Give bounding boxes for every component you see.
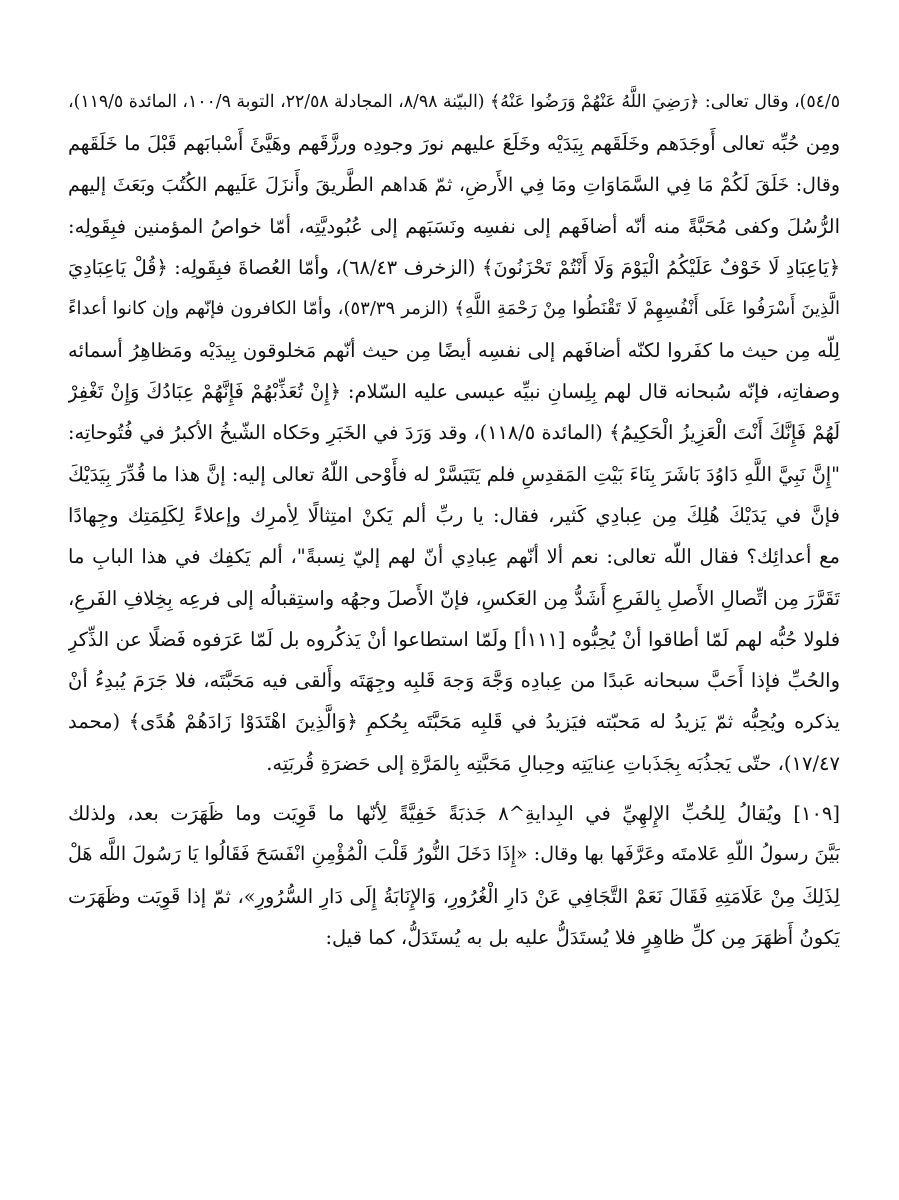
text-line: ﴿يَاعِبَادِ لَا خَوْفٌ عَلَيْكُمُ الْيَوْمَ وَلَا أَنْتُمْ تَحْزَنُونَ﴾ (الزخرف ٦٨/٤٣)، وأمّا العُصاةَ فبِقَولِه: ﴿قُلْ يَاعِبَادِيَ xyxy=(68,256,840,280)
text-line: [١٠٩] ويُقالُ لِلحُبِّ الإِلهِيِّ في البِدايةِ^٨ جَذبَةً خَفِيَّةً لِأنّها ما قَوِيَت وما ظَهَرَت بعد، ولذلك xyxy=(68,802,840,826)
text-line: الَّذِينَ أَسْرَفُوا عَلَى أَنْفُسِهِمْ لَا تَقْنَطُوا مِنْ رَحْمَةِ اللَّهِ﴾ (الزمر ٥٣/٣٩)، وأمّا الكافرون فإنّهم وإن كانوا أعداءً xyxy=(68,298,840,320)
text-line: ٥٤/٥)، وقال تعالى: ﴿رَضِيَ اللَّهُ عَنْهُمْ وَرَضُوا عَنْهُ﴾ (البيّنة ٨/٩٨، المجادلة ٢٢/٥٨، التوبة ١٠٠/٩، المائدة ١١٩/٥)، xyxy=(68,92,840,112)
text-line: فلولا حُبُّه لهم لَمّا أطاقوا أنْ يُحِبُّوه [١١١أ] ولَمّا استطاعوا أنْ يَذكُروه بل لَمّا عَرَفوه فَضلًا عن الذِّكرِ xyxy=(68,627,840,651)
text-line: يَكونُ أَظهَرَ مِن كلِّ ظاهِرٍ فلا يُستَدَلُّ عليه بل به يُستَدَلُّ، كما قيل: xyxy=(325,925,840,949)
text-line: وصفاتِه، فإنّه سُبحانه قال لهم بِلِسانِ نبيِّه عيسى عليه السّلام: ﴿إِنْ تُعَذِّبْهُمْ فَإِنَّهُمْ عِبَادُكَ وَإِنْ تَغْفِرْ xyxy=(68,380,840,404)
text-line: "إِنَّ نَبِيَّ اللَّهِ دَاوُدَ بَاشَرَ بِنَاءَ بَيْتِ المَقدِسِ فلم يَتَيَسَّرْ له فأَوْحى اللّهُ تعالى إليه: إنَّ هذا ما قُدِّرَ بِيَدَيْكَ xyxy=(68,462,840,486)
text-line: ١٧/٤٧)، حتّى يَجذُبَه بِجَذَباتِ عِنايَتِه وحِبالِ مَحَبَّتِه بِالمَرَّةِ إلى حَضرَةِ قُربَتِه. xyxy=(266,751,840,775)
text-line: لِلّه مِن حيث ما كفَروا لكنّه أضافَهم إلى نفسِه أيضًا مِن حيث أنّهم مَخلوقون بِيدَيْه ومَظاهِرُ أسمائه xyxy=(68,338,840,362)
text-line: ومِن حُبِّه تعالى أَوجَدَهم وخَلَقَهم بِيَدَيْه وخَلَعَ عليهم نورَ وجودِه ورزَّقَهم وهَيَّئَ أَسْبابَهم قَبْلَ ما خَلَقَهم xyxy=(68,132,840,156)
text-line: والحُبِّ فإذا أَحَبَّ سبحانه عَبدًا من عِبادِه وَجَّهَ وَجهَ قَلبِه وجِهَتَه وأَلقى فيه مَحَبَّتَه، فلا جَرَمَ يُبدِءُ أنْ xyxy=(68,669,840,693)
text-line: فإنَّ في يَدَيْكَ هُلِكَ مِن عِبادِي كَثير، فقال: يا ربِّ ألم يَكنْ امتِثالًا لِأمرِك وإعلاءً لِكَلِمَتِك وجِهادًا xyxy=(68,503,840,527)
document-page xyxy=(68,82,840,958)
text-line: وقال: خَلَقَ لَكُمْ مَا فِي السَّمَاوَاتِ ومَا فِي الأَرضِ، ثمّ هَداهم الطَّريقَ وأَنزَلَ عَلَيهم الكُتُبَ وبَعَثَ إليهم xyxy=(68,173,840,196)
text-line: مع أعدائِك؟ فقال اللّه تعالى: نعم ألا أنّهم عِبادِي أنّ لهم إليّ نِسبةً"، ألم يَكفِك في هذا البابِ ما xyxy=(68,545,840,569)
paragraph-109 xyxy=(68,793,840,958)
text-line: يذكره ويُحِبُّه ثمّ يَزيدُ له مَحبّته فيَزيدُ في قَلبِه مَحَبَّتَه بِحُكمِ ﴿وَالَّذِينَ اهْتَدَوْا زَادَهُمْ هُدًى﴾ (محمد xyxy=(68,710,840,734)
text-line: بَيَّنَ رسولُ اللّهِ عَلامتَه وعَرَّفَها بها وقال: «إِذَا دَخَلَ النُّورُ قَلْبَ الْمُؤْمِنِ انْفَسَحَ فَقَالُوا يَا رَسُولَ اللَّه هَلْ xyxy=(68,843,840,866)
text-line: الرُّسُلَ وكفى مُحَبَّةً منه أنّه أضافَهم إلى نفسِه ونَسَبَهم إلى عُبُوديَّتِه، أمّا خواصُ المؤمنين فبِقَولِه: xyxy=(68,214,840,238)
text-line: تَقَرَّرَ مِن اتِّصالِ الأَصلِ بِالفَرعِ أَشَدُّ مِن العَكسِ، فإنّ الأَصلَ وجهُه واستِقبالُه إلى فرعِه بِخِلافِ الفَرعِ، xyxy=(68,586,840,610)
text-line: لِذَلِكَ مِنْ عَلَامَتِهِ فَقَالَ نَعَمْ التَّجَافِي عَنْ دَارِ الْغُرُورِ، وَالإِنَابَةُ إِلَى دَارِ السُّرُورِ»، ثمّ إذا قَوِيَت وظَهَرَت xyxy=(68,884,840,908)
paragraph-love-of-god xyxy=(68,82,840,784)
text-line: لَهُمْ فَإِنَّكَ أَنْتَ الْعَزِيزُ الْحَكِيمُ﴾ (المائدة ١١٨/٥)، وقد وَرَدَ في الخَبَرِ وحَكاه الشّيخُ الأكبرُ في فُتُوحاتِه: xyxy=(68,421,840,445)
